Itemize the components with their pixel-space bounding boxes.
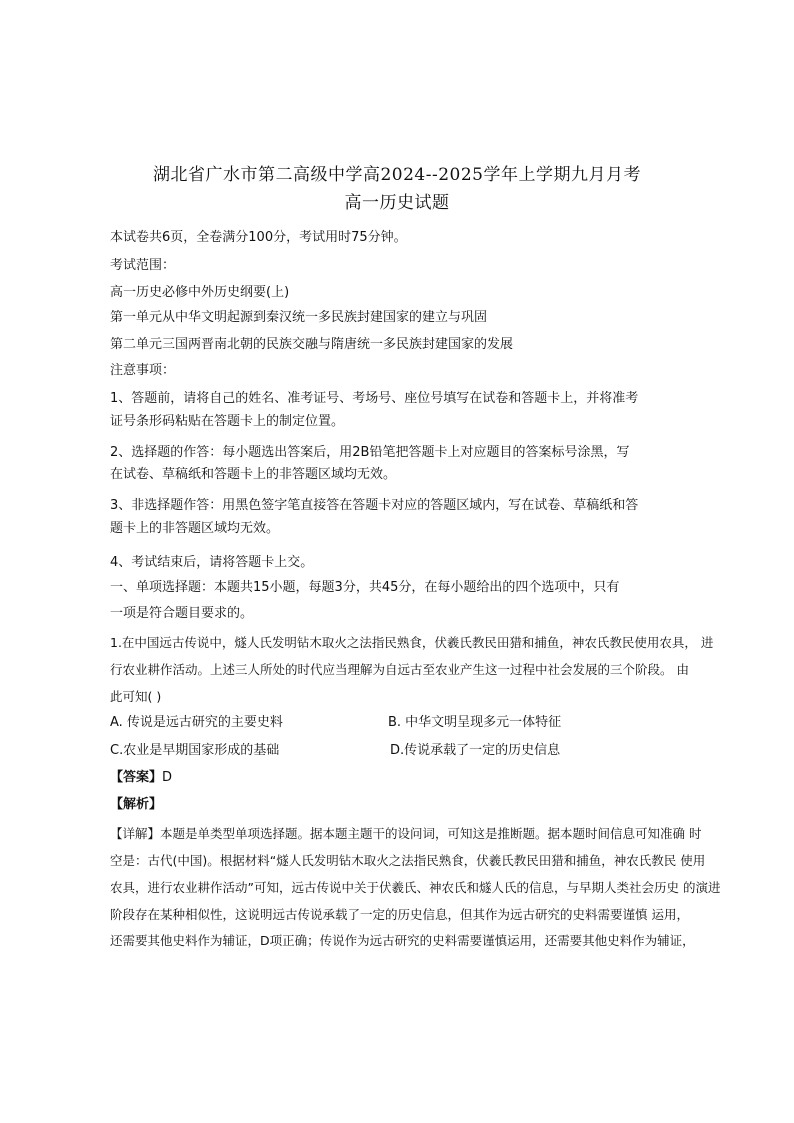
option-c: C.农业是早期国家形成的基础 <box>110 743 280 758</box>
answer-line <box>110 769 172 787</box>
analysis-label: 【解析】 <box>110 797 163 812</box>
question-stem: 1.在中国远古传说中，燧人氏发明钻木取火之法指民熟食，伏羲氏教民田猎和捕鱼，神农氏教民使用农具， 进 <box>110 635 714 650</box>
note-item-continued: 证号条形码粘贴在答题卡上的制定位置。 <box>110 414 345 429</box>
exam-intro: 本试卷共6页，全卷满分100分，考试用时75分钟。 <box>110 230 407 245</box>
note-item: 4、考试结束后，请将答题卡上交。 <box>110 555 314 570</box>
option-d: D.传说承载了一定的历史信息 <box>390 743 561 758</box>
analysis-text: 空是：古代(中国)。根据材料“燧人氏发明钻木取火之法指民熟食，伏羲氏教民田猎和捕鱼，神农氏教民 使用 <box>110 853 706 868</box>
note-item-continued: 题卡上的非答题区域均无效。 <box>110 521 280 536</box>
exam-title: 湖北省广水市第二高级中学高2024--2025学年上学期九月月考 <box>152 165 641 185</box>
analysis-text: 【详解】本题是单类型单项选择题。据本题主题干的设问词，可知这是推断题。据本题时间信息可知准确 时 <box>110 826 702 841</box>
scope-item: 第一单元从中华文明起源到秦汉统一多民族封建国家的建立与巩固 <box>110 310 488 325</box>
analysis-text: 还需要其他史料作为辅证，D项正确；传说作为远古研究的史料需要谨慎运用，还需要其他史料作为辅证， <box>110 933 695 948</box>
scope-item: 第二单元三国两晋南北朝的民族交融与隋唐统一多民族封建国家的发展 <box>110 337 514 352</box>
scope-label: 考试范围： <box>110 258 176 273</box>
question-stem: 此可知( ) <box>110 689 162 704</box>
section-heading-continued: 一项是符合题目要求的。 <box>110 606 254 621</box>
notes-label: 注意事项： <box>110 363 176 378</box>
option-b: B. 中华文明呈现多元一体特征 <box>388 715 562 730</box>
note-item-continued: 在试卷、草稿纸和答题卡上的非答题区域均无效。 <box>110 467 397 482</box>
exam-subtitle: 高一历史试题 <box>344 193 450 213</box>
section-heading: 一、单项选择题：本题共15小题，每题3分，共45分，在每小题给出的四个选项中，只有 <box>110 580 620 595</box>
analysis-text: 农具，进行农业耕作活动”可知，远古传说中关于伏羲氏、神农氏和燧人氏的信息，与早期人类社会历史 的演进 <box>110 880 721 895</box>
note-item: 3、非选择题作答：用黑色签字笔直接答在答题卡对应的答题区域内，写在试卷、草稿纸和答 <box>110 498 639 513</box>
note-item: 1、答题前，请将自己的姓名、准考证号、考场号、座位号填写在试卷和答题卡上，并将准考 <box>110 391 639 406</box>
scope-item: 高一历史必修中外历史纲要(上) <box>110 285 290 300</box>
option-a: A. 传说是远古研究的主要史料 <box>110 715 283 730</box>
note-item: 2、选择题的作答：每小题选出答案后，用2B铅笔把答题卡上对应题目的答案标号涂黑，写 <box>110 445 630 460</box>
answer-value: D <box>162 770 173 785</box>
analysis-text: 阶段存在某种相似性，这说明远古传说承载了一定的历史信息，但其作为远古研究的史料需要谨慎 运用， <box>110 907 689 922</box>
answer-label: 【答案】 <box>110 770 163 785</box>
question-stem: 行农业耕作活动。上述三人所处的时代应当理解为自远古至农业产生这一过程中社会发展的三个阶段。 由 <box>110 662 689 677</box>
